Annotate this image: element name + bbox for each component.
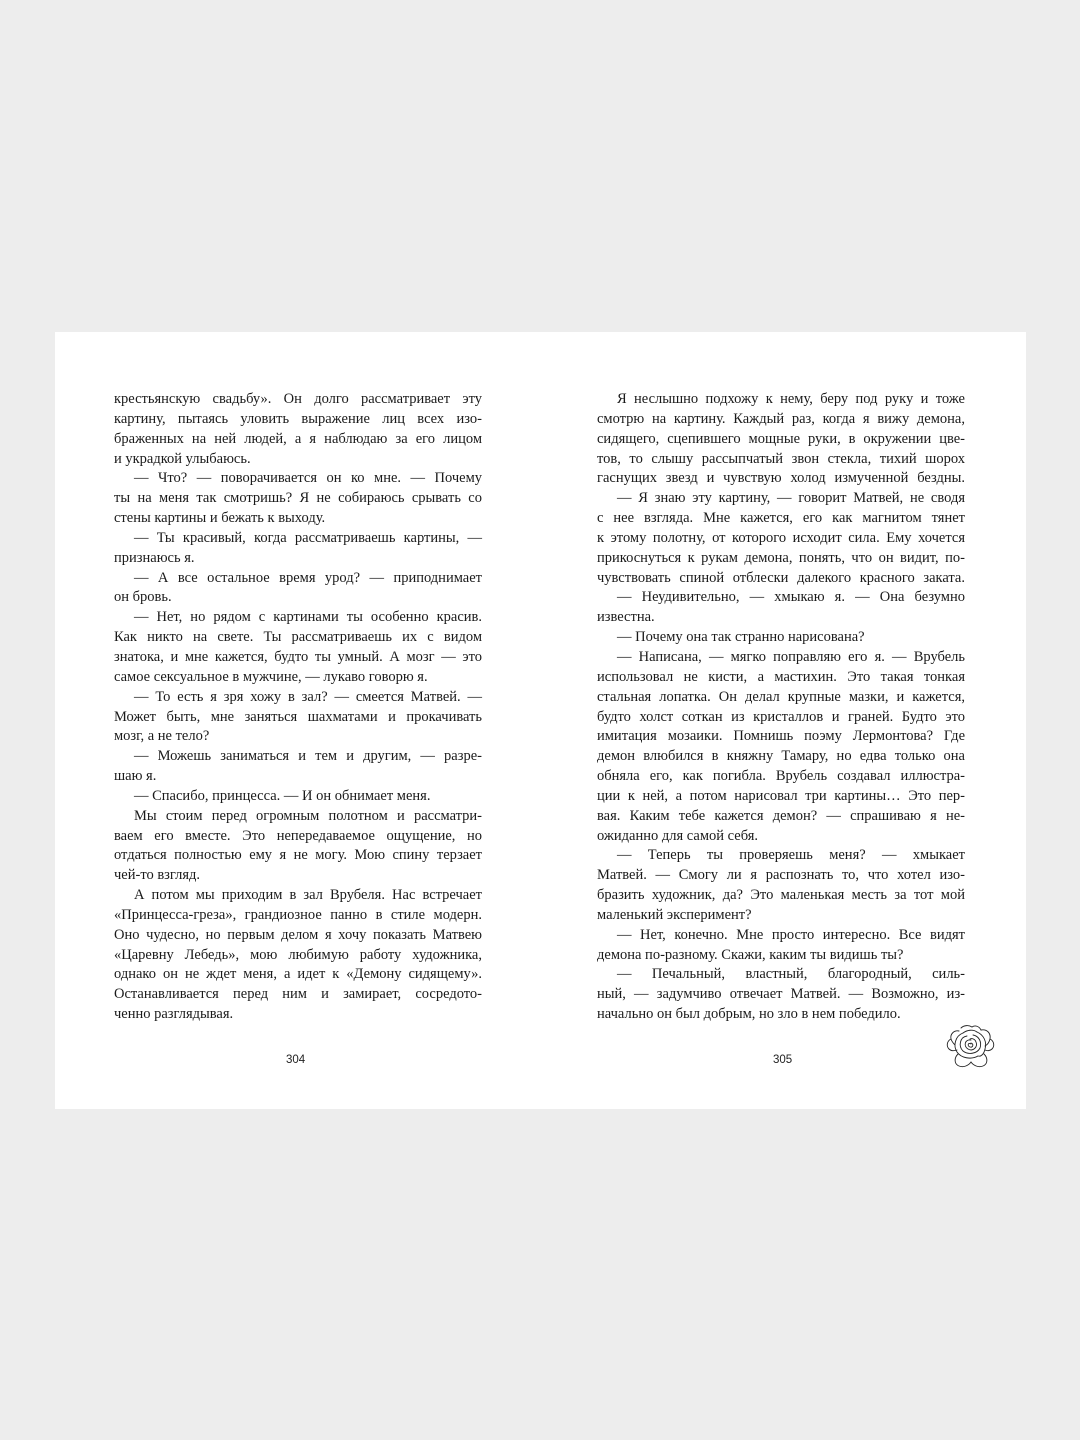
text-line: признаюсь я. — [114, 549, 195, 566]
text-line: маленький эксперимент? — [597, 906, 752, 923]
book-spread — [55, 332, 1026, 1109]
text-line: прикоснуться к рукам демона, понять, что он видит, по- — [597, 549, 965, 566]
text-line: шаю я. — [114, 768, 157, 785]
text-line: браженных на ней людей, а я наблюдаю за его лицом — [114, 430, 482, 447]
text-line: вая. Каким тебе кажется демон? — спрашиваю я не- — [597, 807, 965, 824]
page-number-left: 304 — [286, 1054, 306, 1066]
text-line: — Нет, конечно. Мне просто интересно. Все видят — [617, 926, 965, 943]
text-line: обняла его, как погибла. Врубель создавал иллюстра- — [597, 768, 965, 785]
text-line: стены картины и бежать к выходу. — [114, 510, 326, 527]
text-line: Может быть, мне заняться шахматами и прокачивать — [114, 708, 482, 725]
text-line: имитация мозаики. Помнишь поэму Лермонтова? Где — [597, 728, 965, 745]
text-line: — Теперь ты проверяешь меня? — хмыкает — [617, 847, 965, 864]
text-line: к этому полотну, от которого исходит сила. Ему хочется — [597, 529, 965, 546]
text-line: демона по-разному. Скажи, каким ты видишь ты? — [597, 946, 904, 963]
right-page-text — [597, 390, 965, 1025]
text-line: ции к ней, а потом нарисовал три картины… Это пер- — [597, 787, 965, 804]
text-line: — Можешь заниматься и тем и другим, — разре- — [134, 748, 482, 765]
text-line: ный, — задумчиво отвечает Матвей. — Возможно, из- — [597, 986, 965, 1003]
text-line: Останавливается перед ним и замирает, сосредото- — [114, 986, 482, 1003]
text-line: стальная лопатка. Он делал крупные мазки, и кажется, — [597, 688, 965, 705]
text-line: — Почему она так странно нарисована? — [617, 629, 865, 646]
text-line: смотрю на картину. Каждый раз, когда я вижу демона, — [597, 410, 965, 427]
text-line: — Нет, но рядом с картинами ты особенно красив. — [134, 609, 482, 626]
text-line: «Принцесса-греза», грандиозное панно в стиле модерн. — [114, 906, 482, 923]
text-line: ваем его вместе. Это непередаваемое ощущение, но — [114, 827, 482, 844]
text-line: однако он не ждет меня, а идет к «Демону сидящему». — [114, 966, 482, 983]
text-line: картину, пытаясь уловить выражение лиц всех изо- — [114, 410, 482, 427]
text-line: с нее взгляда. Мне кажется, его как магнитом тянет — [597, 510, 965, 527]
text-line: «Царевну Лебедь», мою любимую работу художника, — [114, 946, 482, 963]
page-number-right: 305 — [773, 1054, 793, 1066]
text-line: знатока, и мне кажется, будто ты умный. А мозг — это — [114, 648, 482, 665]
left-page-text — [114, 390, 482, 1025]
text-line: Мы стоим перед огромным полотном и рассматри- — [134, 807, 482, 824]
text-line: — Спасибо, принцесса. — И он обнимает меня. — [134, 787, 431, 804]
text-line: чей-то взгляд. — [114, 867, 201, 884]
text-line: тов, то слышу рассыпчатый звон стекла, тихий шорох — [597, 450, 965, 467]
text-line: известна. — [597, 609, 655, 626]
text-line: Как никто на свете. Ты рассматриваешь их с видом — [114, 629, 482, 646]
text-line: будто холст соткан из кристаллов и граней. Будто это — [597, 708, 965, 725]
text-line: крестьянскую свадьбу». Он долго рассматривает эту — [114, 391, 482, 407]
text-line: — Неудивительно, — хмыкаю я. — Она безумно — [617, 589, 965, 606]
text-line: — Я знаю эту картину, — говорит Матвей, не сводя — [617, 490, 965, 507]
text-line: — То есть я зря хожу в зал? — смеется Матвей. — — [134, 688, 482, 705]
text-line: отдаться полностью ему я не могу. Мою спину терзает — [114, 847, 482, 864]
text-line: ожиданно для самой себя. — [597, 827, 759, 844]
text-line: демон влюбился в княжну Тамару, но едва только она — [597, 748, 965, 765]
text-line: — Что? — поворачивается он ко мне. — Почему — [134, 470, 482, 487]
text-line: мозг, а не тело? — [114, 728, 210, 745]
text-line: ченно разглядывая. — [114, 1006, 234, 1023]
text-line: использовал не кисти, а мастихин. Это такая тонкая — [597, 668, 965, 685]
text-line: — Ты красивый, когда рассматриваешь картины, — — [134, 529, 482, 546]
text-line: бразить художник, да? Это маленькая месть за тот мой — [597, 887, 965, 904]
text-line: сидящего, сцепившего мощные руки, в окружении цве- — [597, 430, 965, 447]
text-line: Оно чудесно, но первым делом я хочу показать Матвею — [114, 926, 482, 943]
text-line: Матвей. — Смогу ли я распознать то, что хотел изо- — [597, 867, 965, 884]
text-line: начально он был добрым, но зло в нем победило. — [597, 1006, 901, 1023]
text-line: А потом мы приходим в зал Врубеля. Нас встречает — [134, 887, 482, 904]
text-line: самое сексуальное в мужчине, — лукаво говорю я. — [114, 668, 428, 685]
text-line: Я неслышно подхожу к нему, беру под руку и тоже — [617, 391, 965, 407]
text-line: гаснущих звезд и чувствую холод измученной бездны. — [597, 470, 965, 487]
text-line: он бровь. — [114, 589, 172, 606]
rose-icon — [941, 1018, 1001, 1078]
text-line: ты на меня так смотришь? Я не собираюсь срывать со — [114, 490, 482, 507]
text-line: — Печальный, властный, благородный, силь- — [617, 966, 965, 983]
text-line: — Написана, — мягко поправляю его я. — Врубель — [617, 648, 965, 665]
text-line: и украдкой улыбаюсь. — [114, 450, 251, 467]
text-line: — А все остальное время урод? — приподнимает — [134, 569, 482, 586]
text-line: чувствовать спиной отблески далекого красного заката. — [597, 569, 965, 586]
